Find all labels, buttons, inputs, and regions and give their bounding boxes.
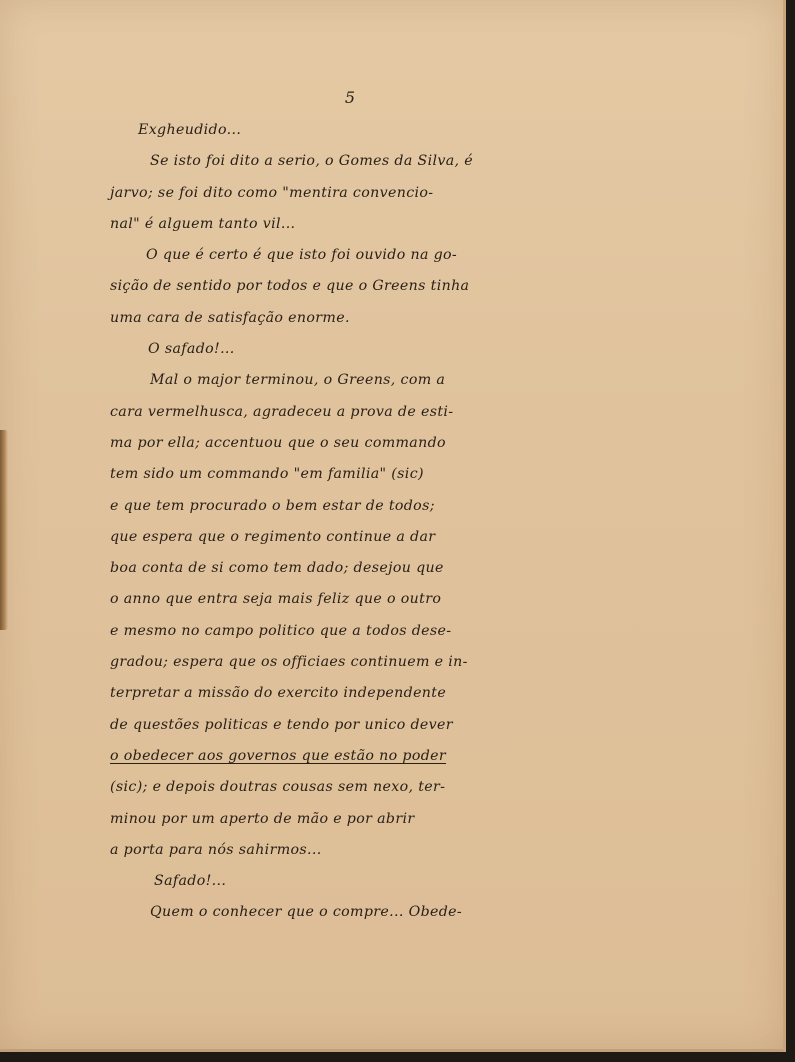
manuscript-line: Exgheudido... (138, 122, 242, 138)
manuscript-line: que espera que o regimento continue a dar (110, 528, 436, 545)
manuscript-line: gradou; espera que os officiaes continuem e in- (110, 654, 468, 671)
manuscript-line: e mesmo no campo politico que a todos dese- (110, 622, 452, 639)
page-number: 5 (344, 88, 356, 107)
manuscript-line: uma cara de satisfação enorme. (110, 309, 350, 326)
manuscript-line: cara vermelhusca, agradeceu a prova de esti- (110, 403, 454, 420)
manuscript-line: (sic); e depois doutras cousas sem nexo, ter- (110, 779, 446, 796)
manuscript-line: o anno que entra seja mais feliz que o outro (110, 591, 442, 608)
binding-thread (0, 430, 8, 630)
manuscript-line: ma por ella; accentuou que o seu commando (110, 434, 446, 451)
manuscript-line: Safado!... (154, 873, 227, 890)
manuscript-line: minou por um aperto de mão e por abrir (110, 810, 415, 827)
manuscript-line: Quem o conhecer que o compre... Obede- (150, 904, 463, 921)
manuscript-line: tem sido um commando "em familia" (sic) (110, 466, 424, 483)
manuscript-line: terpretar a missão do exercito independente (110, 685, 447, 702)
scan-border-right (786, 0, 795, 1062)
manuscript-line: a porta para nós sahirmos... (110, 841, 322, 858)
manuscript-line: Se isto foi dito a serio, o Gomes da Silva, é (150, 153, 473, 170)
manuscript-line: de questões politicas e tendo por unico dever (110, 716, 453, 733)
manuscript-line: jarvo; se foi dito como "mentira convencio- (110, 184, 434, 201)
manuscript-line: boa conta de si como tem dado; desejou que (110, 560, 444, 577)
scan-border-bottom (0, 1052, 795, 1062)
handwritten-text-block (110, 115, 600, 929)
manuscript-line: sição de sentido por todos e que o Greens tinha (110, 278, 470, 295)
manuscript-line: O que é certo é que isto foi ouvido na go- (146, 247, 458, 264)
manuscript-line: nal" é alguem tanto vil... (110, 215, 296, 232)
manuscript-line: e que tem procurado o bem estar de todos; (110, 497, 435, 514)
manuscript-line: o obedecer aos governos que estão no poder (110, 747, 447, 764)
manuscript-line: Mal o major terminou, o Greens, com a (150, 372, 446, 389)
manuscript-line: O safado!... (148, 341, 235, 358)
